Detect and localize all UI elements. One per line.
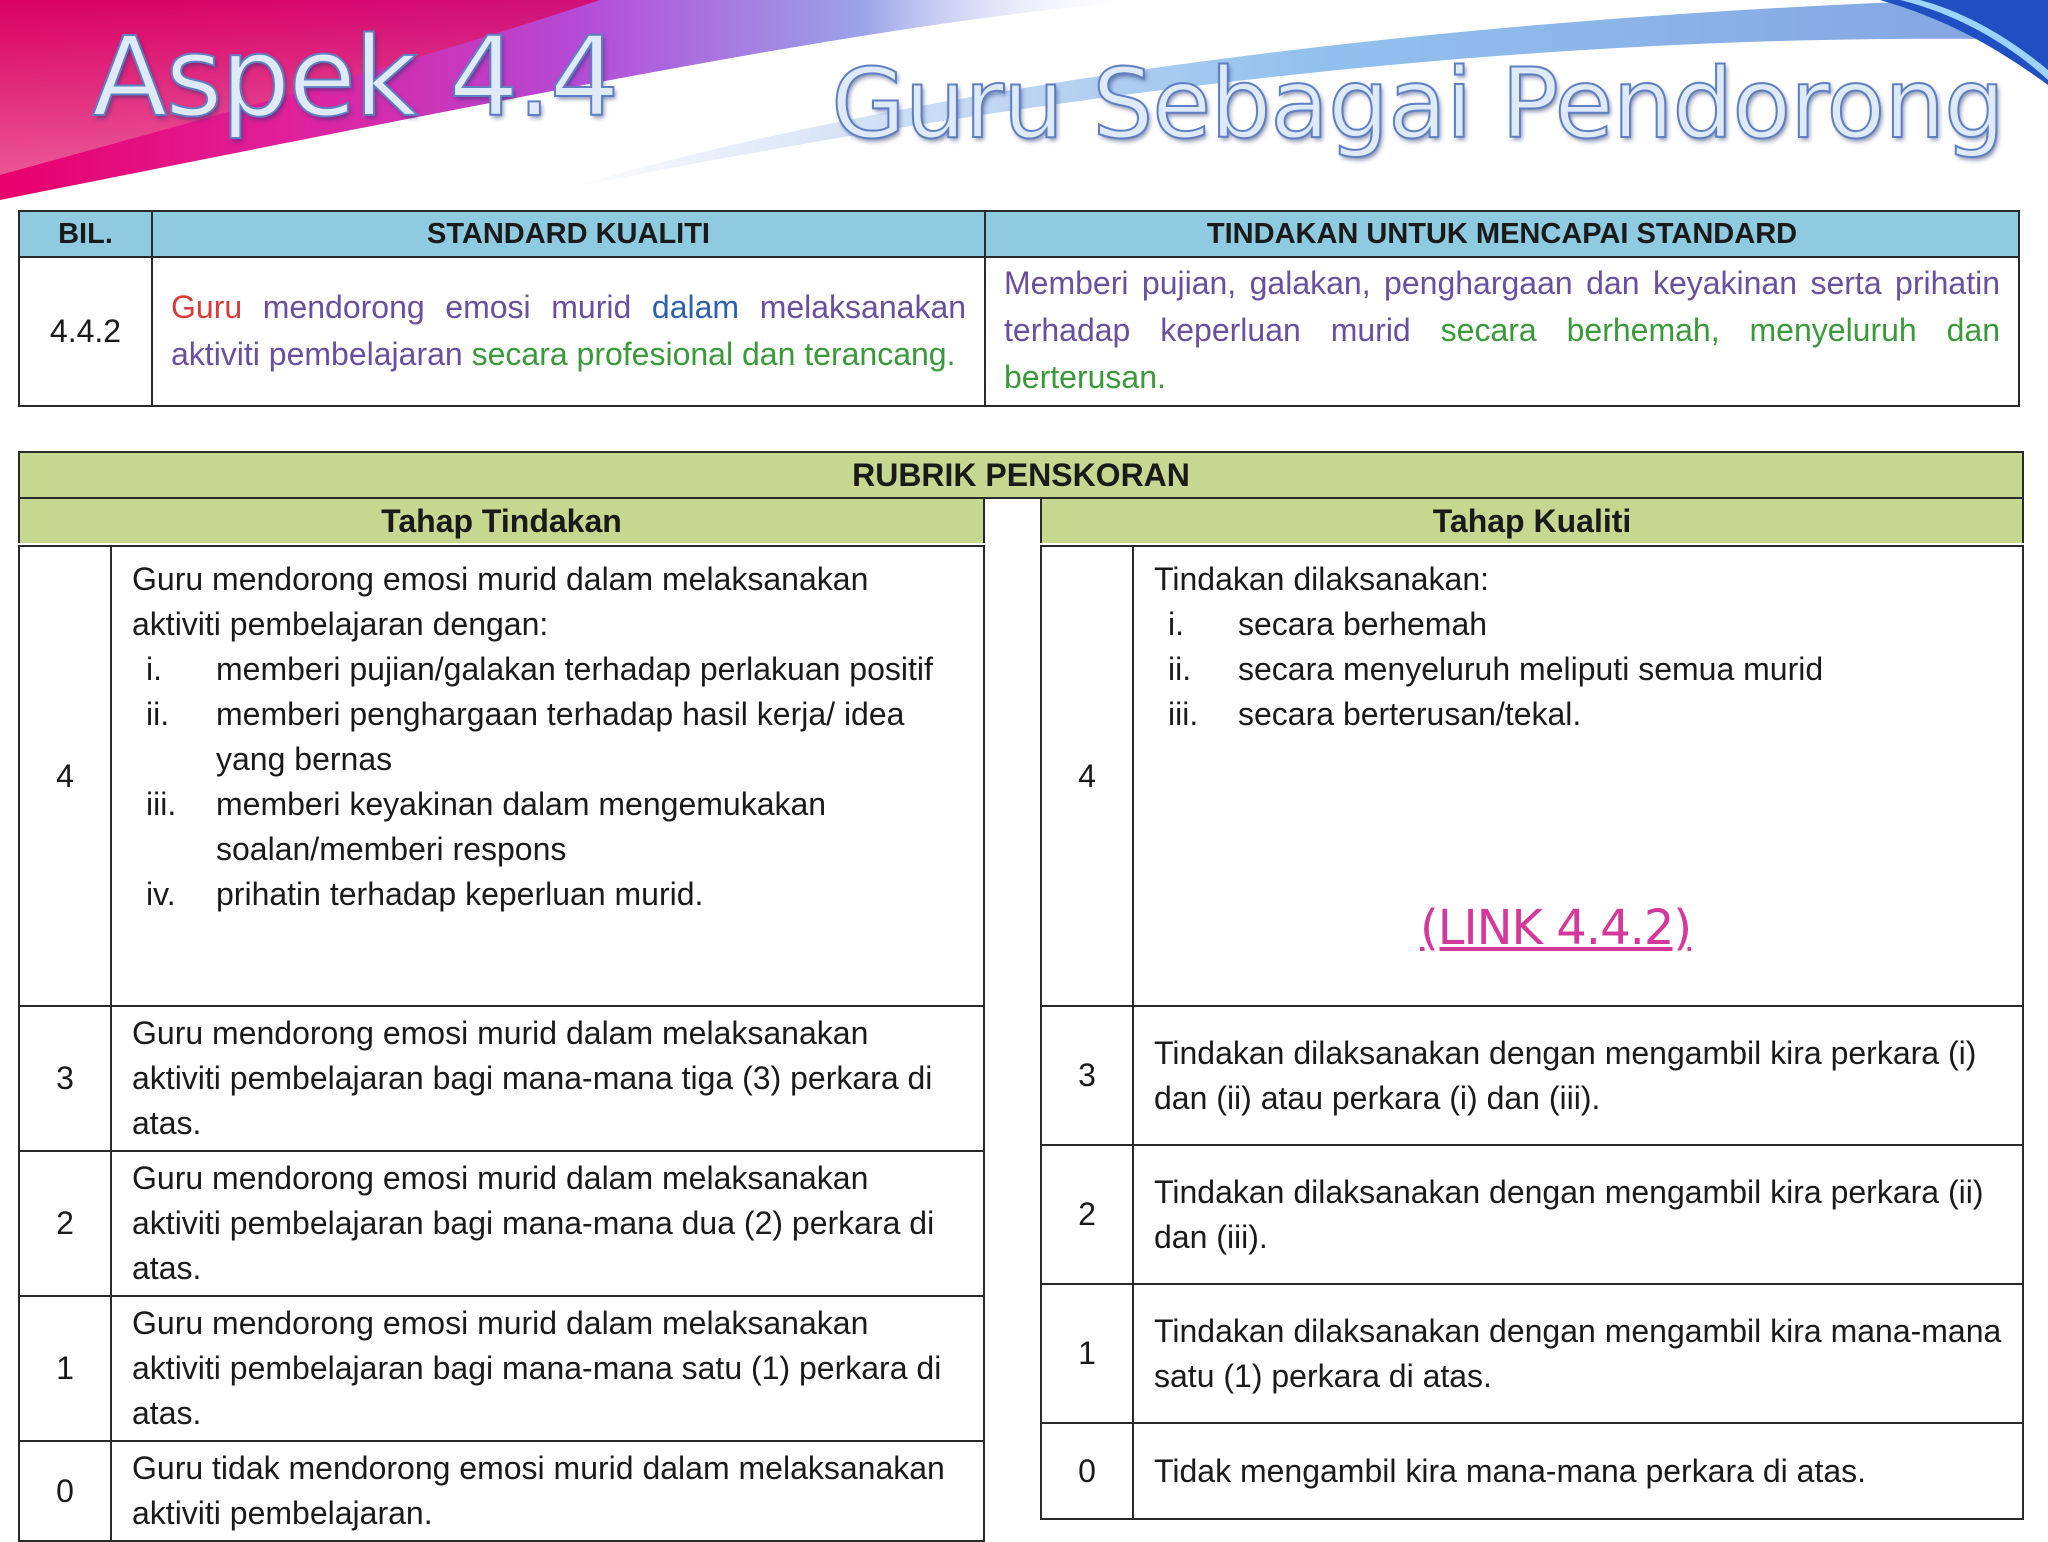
slide-title-guru-sebagai-pendorong: Guru Sebagai Pendorong — [831, 48, 2004, 160]
slide-title-aspek: Aspek 4.4 — [92, 13, 618, 141]
list-item: i. memberi pujian/galakan terhadap perlakuan positif — [146, 651, 933, 687]
score-2: 2 — [19, 1151, 111, 1296]
tahap-tindakan-table — [18, 545, 985, 1542]
standard-kualiti-text — [152, 257, 985, 406]
table-row — [19, 1151, 984, 1296]
kualiti-desc-2: Tindakan dilaksanakan dengan mengambil kira perkara (ii) dan (iii). — [1133, 1145, 2023, 1284]
standard-phrase-emosi: mendorong emosi murid — [262, 288, 632, 325]
tindakan-desc-3: Guru mendorong emosi murid dalam melaksanakan aktiviti pembelajaran bagi mana-mana tiga (3) perkara di atas. — [111, 1006, 984, 1151]
kualiti-desc-1: Tindakan dilaksanakan dengan mengambil kira mana-mana satu (1) perkara di atas. — [1133, 1284, 2023, 1423]
score-4: 4 — [19, 546, 111, 1006]
tindakan-intro: Guru mendorong emosi murid dalam melaksanakan aktiviti pembelajaran dengan: — [132, 561, 869, 642]
rubric-gap — [984, 498, 1041, 543]
tahap-kualiti-table — [1040, 545, 2024, 1520]
list-item: i. secara berhemah — [1168, 606, 1488, 642]
tindakan-word-secara: secara — [1440, 312, 1537, 348]
table-row — [19, 1441, 984, 1541]
tindakan-text — [985, 257, 2019, 406]
kualiti-score-4: 4 — [1041, 546, 1133, 1006]
list-item: ii. memberi penghargaan terhadap hasil kerja/ idea yang bernas — [146, 696, 905, 777]
score-0: 0 — [19, 1441, 111, 1541]
standard-word-dalam: dalam — [651, 288, 740, 325]
kualiti-score-0: 0 — [1041, 1423, 1133, 1519]
standard-word-secara: secara — [471, 335, 568, 372]
link-4-4-2[interactable]: (LINK 4.4.2) — [1420, 900, 1692, 956]
kualiti-desc-0: Tidak mengambil kira mana-mana perkara di atas. — [1133, 1423, 2023, 1519]
kualiti-score-2: 2 — [1041, 1145, 1133, 1284]
rubric-header-table — [18, 451, 2024, 543]
tindakan-word-berhemah: berhemah, — [1566, 312, 1720, 348]
table-row — [1041, 1145, 2023, 1284]
table-row — [1041, 1284, 2023, 1423]
tindakan-desc-2: Guru mendorong emosi murid dalam melaksanakan aktiviti pembelajaran bagi mana-mana dua (2) perkara di atas. — [111, 1151, 984, 1296]
kualiti-list — [1154, 602, 2004, 737]
table-row — [19, 1006, 984, 1151]
list-item: iv. prihatin terhadap keperluan murid. — [146, 876, 704, 912]
standard-table — [18, 210, 2020, 407]
tindakan-desc-1: Guru mendorong emosi murid dalam melaksanakan aktiviti pembelajaran bagi mana-mana satu (1) perkara di atas. — [111, 1296, 984, 1441]
header-tindakan: TINDAKAN UNTUK MENCAPAI STANDARD — [985, 211, 2019, 257]
tindakan-phrase-menyeluruh: menyeluruh dan berterusan. — [1004, 312, 2001, 395]
standard-word-guru: Guru — [171, 288, 243, 325]
tindakan-desc-0: Guru tidak mendorong emosi murid dalam melaksanakan aktiviti pembelajaran. — [111, 1441, 984, 1541]
tahap-kualiti-header: Tahap Kualiti — [1041, 498, 2023, 543]
kualiti-score-3: 3 — [1041, 1006, 1133, 1145]
header-bil: BIL. — [19, 211, 152, 257]
standard-phrase-profesional: profesional dan terancang. — [576, 335, 956, 372]
rubric-title: RUBRIK PENSKORAN — [19, 452, 2023, 498]
tahap-tindakan-header: Tahap Tindakan — [19, 498, 984, 543]
list-item: ii. secara menyeluruh meliputi semua murid — [1168, 651, 1824, 687]
table-row — [19, 546, 984, 1006]
kualiti-score-1: 1 — [1041, 1284, 1133, 1423]
list-item: iii. secara berterusan/tekal. — [1168, 696, 1582, 732]
header-standard-kualiti: STANDARD KUALITI — [152, 211, 985, 257]
score-1: 1 — [19, 1296, 111, 1441]
table-row — [19, 1296, 984, 1441]
kualiti-intro: Tindakan dilaksanakan: — [1154, 561, 1490, 597]
tindakan-desc-4 — [111, 546, 984, 1006]
kualiti-desc-3: Tindakan dilaksanakan dengan mengambil kira perkara (i) dan (ii) atau perkara (i) dan (iii). — [1133, 1006, 2023, 1145]
table-row — [1041, 1006, 2023, 1145]
row-bil: 4.4.2 — [19, 257, 152, 406]
score-3: 3 — [19, 1006, 111, 1151]
standard-phrase-aktiviti: melaksanakan aktiviti pembelajaran — [171, 288, 967, 372]
table-row — [1041, 1423, 2023, 1519]
tindakan-list — [132, 647, 965, 917]
list-item: iii. memberi keyakinan dalam mengemukakan soalan/memberi respons — [146, 786, 827, 867]
tindakan-phrase-main: Memberi pujian, galakan, penghargaan dan keyakinan serta prihatin terhadap keperluan murid — [1004, 265, 2000, 348]
